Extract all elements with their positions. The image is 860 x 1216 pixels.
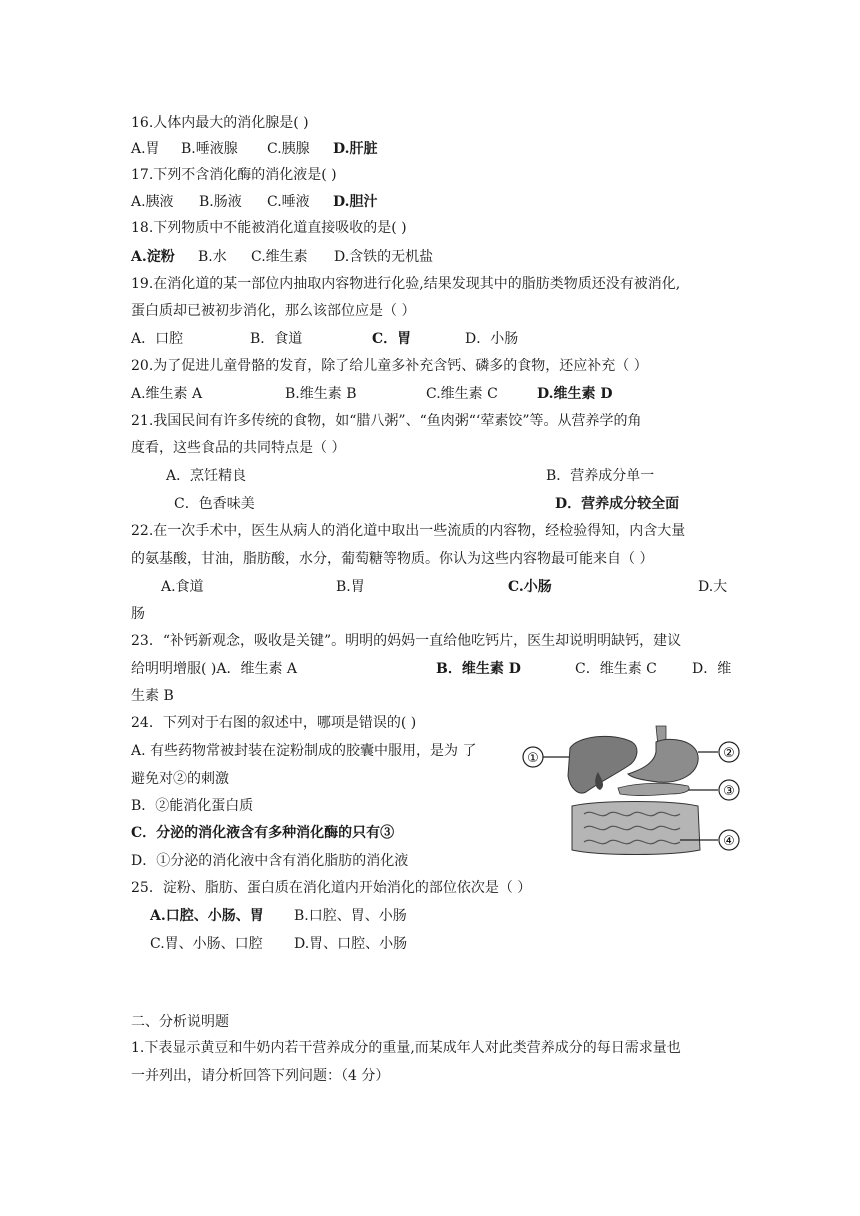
q19-option-d: D．小肠 <box>465 331 519 347</box>
pancreas-shape <box>618 783 689 795</box>
q24-option-b: B．②能消化蛋白质 <box>131 798 254 814</box>
digestive-system-figure <box>520 722 742 858</box>
stomach-shape <box>628 739 698 782</box>
q17-option-a: A.胰液 <box>131 194 174 210</box>
label-2-text: ② <box>723 746 735 761</box>
q17-option-d: D.胆汁 <box>333 194 378 210</box>
q16-option-c: C.胰腺 <box>267 141 310 157</box>
q21-stem-line1: 21.我国民间有许多传统的食物，如“腊八粥”、“鱼肉粥“‘荤素饺”等。从营养学的角 <box>131 413 642 429</box>
section2-q1-line1: 1.下表显示黄豆和牛奶内若干营养成分的重量,而某成年人对此类营养成分的每日需求量也 <box>131 1040 681 1056</box>
q25-option-c: C.胃、小肠、口腔 <box>150 936 263 952</box>
q22-option-d-wrap: 肠 <box>131 606 145 622</box>
label-3-text: ③ <box>723 784 735 799</box>
q24-option-a-line2: 避免对②的刺激 <box>131 771 229 787</box>
large-intestine-shape <box>572 802 700 855</box>
section2-q1-line2: 一并列出，请分析回答下列问题：（4 分） <box>131 1068 390 1084</box>
q24-option-c: C．分泌的消化液含有多种消化酶的只有③ <box>131 825 395 841</box>
q25-option-a: A.口腔、小肠、胃 <box>150 908 264 924</box>
q18-option-b: B.水 <box>198 249 227 265</box>
label-3 <box>688 780 739 800</box>
q16-option-b: B.唾液腺 <box>181 141 238 157</box>
q23-stem-line2: 给明明增服( )A．维生素 A <box>131 661 298 677</box>
q22-stem-line2: 的氨基酸，甘油，脂肪酸，水分，葡萄糖等物质。你认为这些内容物最可能来自（ ） <box>131 551 654 567</box>
q18-option-d: D.含铁的无机盐 <box>334 249 434 265</box>
label-4-text: ④ <box>723 834 735 849</box>
q23-option-d: D．维 <box>692 661 732 677</box>
q23-option-b: B．维生素 D <box>436 661 521 677</box>
q17-option-b: B.肠液 <box>199 194 242 210</box>
q23-option-c: C．维生素 C <box>575 661 657 677</box>
label-1 <box>523 747 572 767</box>
q20-option-d: D.维生素 D <box>537 386 613 402</box>
q19-option-c: C．胃 <box>372 331 412 347</box>
label-2 <box>698 742 739 762</box>
q25-option-b: B.口腔、胃、小肠 <box>294 908 407 924</box>
q21-option-a: A．烹饪精良 <box>166 468 247 484</box>
q24-stem: 24．下列对于右图的叙述中，哪项是错误的( ) <box>131 715 417 731</box>
label-1-text: ① <box>527 751 539 766</box>
q16-stem: 16.人体内最大的消化腺是( ) <box>131 115 309 131</box>
q24-option-a-line1: A. 有些药物常被封装在淀粉制成的胶囊中服用，是为 了 <box>131 743 477 759</box>
q21-option-b: B．营养成分单一 <box>546 468 655 484</box>
q20-option-b: B.维生素 B <box>285 386 357 402</box>
q18-option-c: C.维生素 <box>251 249 308 265</box>
q18-option-a: A.淀粉 <box>131 249 175 265</box>
q23-option-d-wrap: 生素 B <box>131 688 174 704</box>
q21-option-c: C．色香味美 <box>174 496 255 512</box>
q25-option-d: D.胃、口腔、小肠 <box>294 936 408 952</box>
section2-title: 二、分析说明题 <box>131 1014 229 1030</box>
q21-option-d: D．营养成分较全面 <box>555 496 680 512</box>
q22-option-d: D.大 <box>698 579 728 595</box>
q20-option-a: A.维生素 A <box>131 386 203 402</box>
q16-option-d: D.肝脏 <box>333 141 378 157</box>
q19-stem-line2: 蛋白质却已被初步消化，那么该部位应是（ ） <box>131 303 416 319</box>
q17-option-c: C.唾液 <box>267 194 310 210</box>
q18-stem: 18.下列物质中不能被消化道直接吸收的是( ) <box>131 220 407 236</box>
q22-stem-line1: 22.在一次手术中，医生从病人的消化道中取出一些流质的内容物，经检验得知，内含大量 <box>131 523 686 539</box>
q19-option-b: B．食道 <box>250 331 303 347</box>
q22-option-c: C.小肠 <box>508 579 552 595</box>
q22-option-b: B.胃 <box>336 579 365 595</box>
q25-stem: 25．淀粉、脂肪、蛋白质在消化道内开始消化的部位依次是（ ） <box>131 880 532 896</box>
q19-option-a: A．口腔 <box>131 331 184 347</box>
q22-option-a: A.食道 <box>161 579 204 595</box>
q23-stem-line1: 23．“补钙新观念，吸收是关键”。明明的妈妈一直给他吃钙片，医生却说明明缺钙，建议 <box>131 633 682 649</box>
q19-stem-line1: 19.在消化道的某一部位内抽取内容物进行化验,结果发现其中的脂肪类物质还没有被消化, <box>131 276 681 292</box>
q21-stem-line2: 度看，这些食品的共同特点是（ ） <box>131 440 346 456</box>
q20-stem: 20.为了促进儿童骨骼的发育，除了给儿童多补充含钙、磷多的食物，还应补充（ ） <box>131 358 648 374</box>
q16-option-a: A.胃 <box>131 141 160 157</box>
q20-option-c: C.维生素 C <box>426 386 498 402</box>
q24-option-d: D．①分泌的消化液中含有消化脂肪的消化液 <box>131 853 409 869</box>
q17-stem: 17.下列不含消化酶的消化液是( ) <box>131 167 337 183</box>
